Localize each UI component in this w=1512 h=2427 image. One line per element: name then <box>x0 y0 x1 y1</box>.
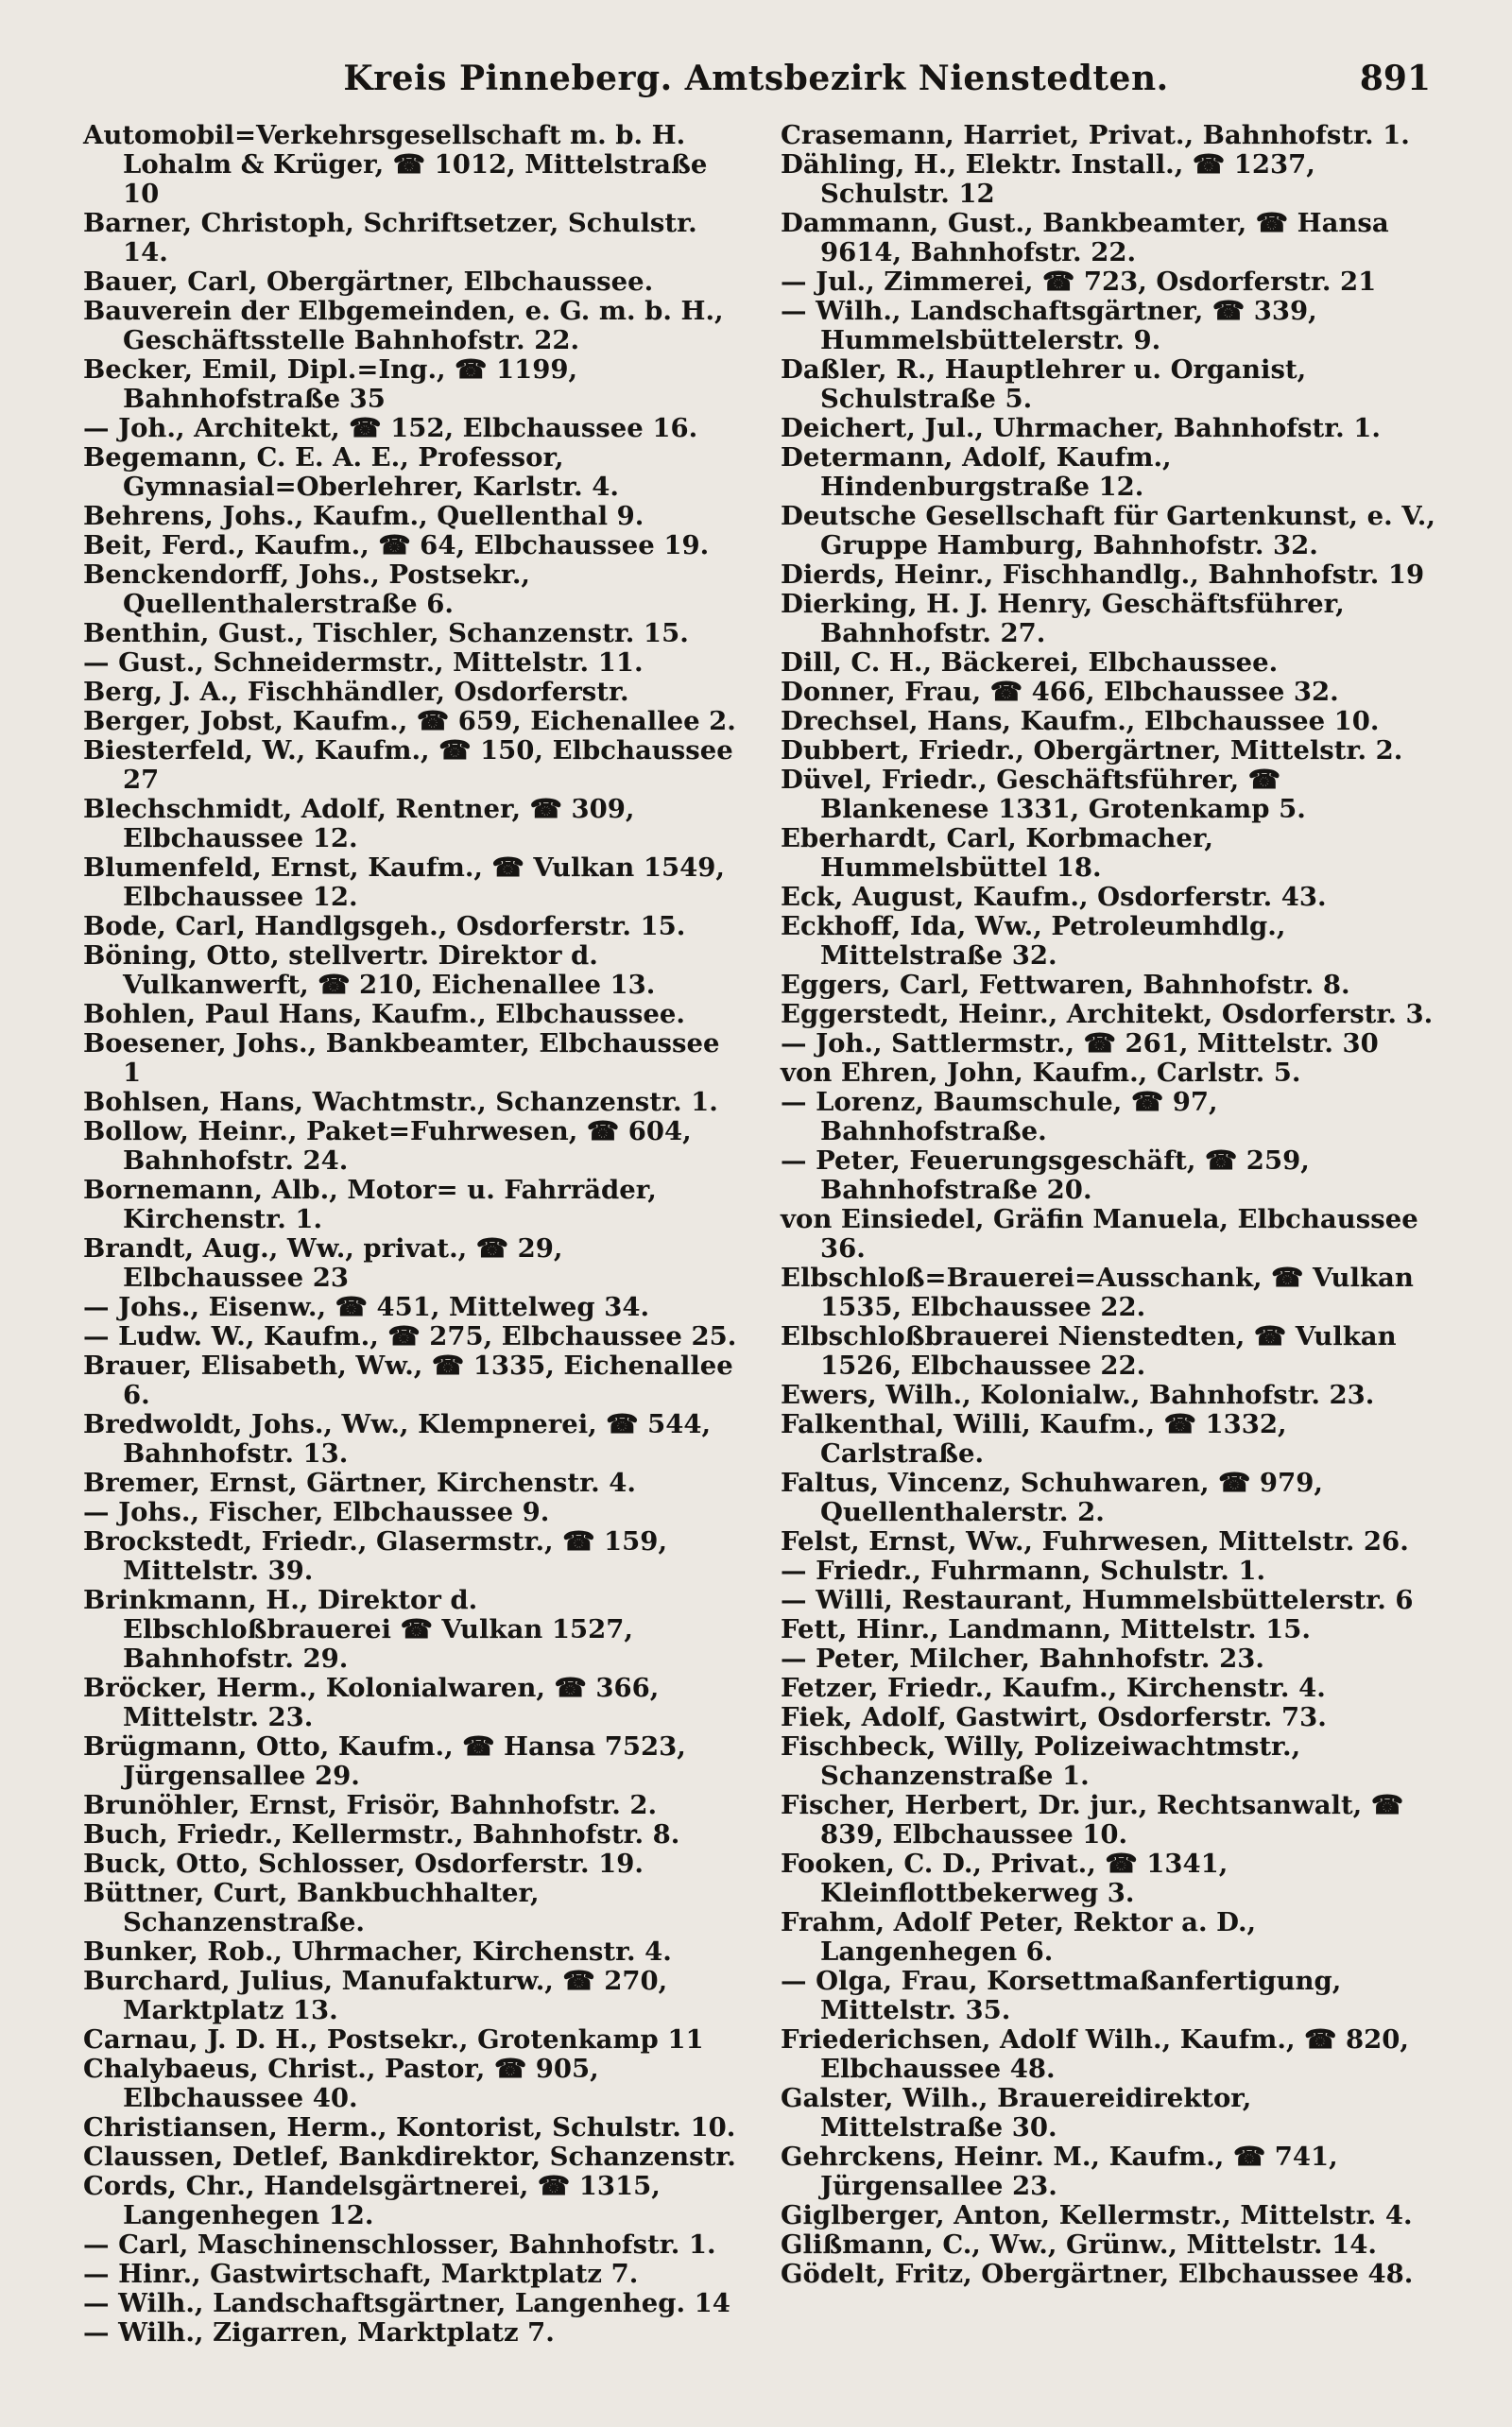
directory-entry: — Gust., Schneidermstr., Mittelstr. 11. <box>83 647 644 678</box>
directory-entry: — Wilh., Landschaftsgärtner, Langenheg. 14 <box>83 2288 730 2318</box>
left-column <box>83 121 745 2348</box>
directory-entry: Beit, Ferd., Kaufm., ☎ 64, Elbchaussee 19. <box>83 530 710 560</box>
directory-entry: — Ludw. W., Kaufm., ☎ 275, Elbchaussee 25. <box>83 1321 737 1351</box>
directory-entry: Blechschmidt, Adolf, Rentner, ☎ 309, Elbchaussee 12. <box>83 794 635 853</box>
directory-entry: Bredwoldt, Johs., Ww., Klempnerei, ☎ 544, Bahnhofstr. 13. <box>83 1409 712 1469</box>
directory-entry: Dähling, H., Elektr. Install., ☎ 1237, Schulstr. 12 <box>781 149 1315 209</box>
right-column <box>781 121 1442 2289</box>
directory-entry: Berger, Jobst, Kaufm., ☎ 659, Eichenallee 2. <box>83 706 736 736</box>
directory-entry: Elbschloßbrauerei Nienstedten, ☎ Vulkan 1526, Elbchaussee 22. <box>781 1321 1397 1381</box>
directory-entry: Drechsel, Hans, Kaufm., Elbchaussee 10. <box>781 706 1380 736</box>
directory-entry: Eggerstedt, Heinr., Architekt, Osdorferstr. 3. <box>781 999 1434 1029</box>
directory-entry: Boesener, Johs., Bankbeamter, Elbchaussee 1 <box>83 1028 720 1088</box>
directory-entry: — Peter, Milcher, Bahnhofstr. 23. <box>781 1644 1264 1674</box>
directory-entry: Bunker, Rob., Uhrmacher, Kirchenstr. 4. <box>83 1936 672 1967</box>
directory-entry: Bode, Carl, Handlgsgeh., Osdorferstr. 15. <box>83 911 686 941</box>
directory-entry: Dierds, Heinr., Fischhandlg., Bahnhofstr. 19 <box>781 559 1425 590</box>
directory-entry: Fooken, C. D., Privat., ☎ 1341, Kleinflottbekerweg 3. <box>781 1849 1228 1908</box>
directory-entry: Eberhardt, Carl, Korbmacher, Hummelsbüttel 18. <box>781 823 1213 883</box>
directory-entry: Begemann, C. E. A. E., Professor, Gymnasial=Oberlehrer, Karlstr. 4. <box>83 442 619 502</box>
directory-entry: Gödelt, Fritz, Obergärtner, Elbchaussee 48. <box>781 2259 1414 2289</box>
page-title: Kreis Pinneberg. Amtsbezirk Nienstedten. <box>343 59 1169 98</box>
directory-entry: — Hinr., Gastwirtschaft, Marktplatz 7. <box>83 2259 639 2289</box>
directory-entry: Bornemann, Alb., Motor= u. Fahrräder, Kirchenstr. 1. <box>83 1175 657 1234</box>
directory-entry: Benthin, Gust., Tischler, Schanzenstr. 15. <box>83 618 689 648</box>
directory-entry: — Joh., Architekt, ☎ 152, Elbchaussee 16. <box>83 413 698 443</box>
directory-entry: Böning, Otto, stellvertr. Direktor d. Vulkanwerft, ☎ 210, Eichenallee 13. <box>83 940 656 1000</box>
directory-entry: Automobil=Verkehrsgesellschaft m. b. H. Lohalm & Krüger, ☎ 1012, Mittelstraße 10 <box>83 120 708 209</box>
directory-entry: — Peter, Feuerungsgeschäft, ☎ 259, Bahnhofstraße 20. <box>781 1145 1310 1205</box>
directory-entry: Cords, Chr., Handelsgärtnerei, ☎ 1315, Langenhegen 12. <box>83 2171 661 2230</box>
directory-entry: Faltus, Vincenz, Schuhwaren, ☎ 979, Quellenthalerstr. 2. <box>781 1468 1323 1527</box>
directory-entry: Berg, J. A., Fischhändler, Osdorferstr. <box>83 677 629 707</box>
directory-entry: — Joh., Sattlermstr., ☎ 261, Mittelstr. 30 <box>781 1028 1379 1059</box>
directory-entry: Buch, Friedr., Kellermstr., Bahnhofstr. 8. <box>83 1819 680 1850</box>
directory-entry: Blumenfeld, Ernst, Kaufm., ☎ Vulkan 1549, Elbchaussee 12. <box>83 852 725 912</box>
directory-entry: Benckendorff, Johs., Postsekr., Quellenthalerstraße 6. <box>83 559 530 619</box>
directory-entry: Deutsche Gesellschaft für Gartenkunst, e. V., Gruppe Hamburg, Bahnhofstr. 32. <box>781 501 1435 560</box>
directory-entry: Becker, Emil, Dipl.=Ing., ☎ 1199, Bahnhofstraße 35 <box>83 354 578 414</box>
directory-entry: Burchard, Julius, Manufakturw., ☎ 270, Marktplatz 13. <box>83 1966 668 2025</box>
directory-entry: Crasemann, Harriet, Privat., Bahnhofstr. 1. <box>781 120 1410 150</box>
directory-entry: — Willi, Restaurant, Hummelsbüttelerstr. 6 <box>781 1585 1414 1615</box>
directory-entry: Eggers, Carl, Fettwaren, Bahnhofstr. 8. <box>781 970 1350 1000</box>
directory-entry: Dierking, H. J. Henry, Geschäftsführer, Bahnhofstr. 27. <box>781 589 1345 648</box>
directory-entry: — Johs., Fischer, Elbchaussee 9. <box>83 1497 550 1527</box>
directory-entry: — Lorenz, Baumschule, ☎ 97, Bahnhofstraße. <box>781 1087 1218 1146</box>
directory-entry: Fischbeck, Willy, Polizeiwachtmstr., Schanzenstraße 1. <box>781 1731 1301 1791</box>
directory-entry: — Jul., Zimmerei, ☎ 723, Osdorferstr. 21 <box>781 267 1377 297</box>
directory-entry: Gehrckens, Heinr. M., Kaufm., ☎ 741, Jürgensallee 23. <box>781 2142 1338 2201</box>
directory-entry: Bohlen, Paul Hans, Kaufm., Elbchaussee. <box>83 999 685 1029</box>
directory-entry: Chalybaeus, Christ., Pastor, ☎ 905, Elbchaussee 40. <box>83 2054 599 2113</box>
directory-entry: Elbschloß=Brauerei=Ausschank, ☎ Vulkan 1535, Elbchaussee 22. <box>781 1263 1414 1322</box>
directory-entry: Dill, C. H., Bäckerei, Elbchaussee. <box>781 647 1279 678</box>
directory-entry: Biesterfeld, W., Kaufm., ☎ 150, Elbchaussee 27 <box>83 735 733 795</box>
directory-entry: Brauer, Elisabeth, Ww., ☎ 1335, Eichenallee 6. <box>83 1351 733 1410</box>
directory-entry: — Johs., Eisenw., ☎ 451, Mittelweg 34. <box>83 1292 650 1322</box>
directory-entry: von Ehren, John, Kaufm., Carlstr. 5. <box>781 1058 1301 1088</box>
page-header <box>81 59 1431 115</box>
directory-entry: Christiansen, Herm., Kontorist, Schulstr. 10. <box>83 2112 736 2143</box>
directory-entry: — Olga, Frau, Korsettmaßanfertigung, Mittelstr. 35. <box>781 1966 1342 2025</box>
directory-entry: Fett, Hinr., Landmann, Mittelstr. 15. <box>781 1614 1311 1644</box>
directory-entry: Brunöhler, Ernst, Frisör, Bahnhofstr. 2. <box>83 1790 658 1820</box>
directory-entry: Falkenthal, Willi, Kaufm., ☎ 1332, Carlstraße. <box>781 1409 1287 1469</box>
directory-entry: Ewers, Wilh., Kolonialw., Bahnhofstr. 23. <box>781 1380 1375 1410</box>
directory-entry: — Wilh., Zigarren, Marktplatz 7. <box>83 2317 555 2348</box>
directory-entry: Friederichsen, Adolf Wilh., Kaufm., ☎ 820, Elbchaussee 48. <box>781 2024 1409 2084</box>
directory-entry: Eck, August, Kaufm., Osdorferstr. 43. <box>781 882 1327 912</box>
page-number: 891 <box>1359 59 1431 98</box>
directory-entry: Giglberger, Anton, Kellermstr., Mittelstr. 4. <box>781 2200 1413 2230</box>
directory-entry: Buck, Otto, Schlosser, Osdorferstr. 19. <box>83 1849 644 1879</box>
directory-entry: Deichert, Jul., Uhrmacher, Bahnhofstr. 1. <box>781 413 1382 443</box>
directory-entry: von Einsiedel, Gräfin Manuela, Elbchaussee 36. <box>781 1204 1418 1264</box>
directory-entry: Felst, Ernst, Ww., Fuhrwesen, Mittelstr. 26. <box>781 1526 1409 1557</box>
directory-entry: Brinkmann, H., Direktor d. Elbschloßbrauerei ☎ Vulkan 1527, Bahnhofstr. 29. <box>83 1585 633 1674</box>
directory-entry: Büttner, Curt, Bankbuchhalter, Schanzenstraße. <box>83 1878 540 1937</box>
directory-entry: Fetzer, Friedr., Kaufm., Kirchenstr. 4. <box>781 1673 1326 1703</box>
directory-entry: Barner, Christoph, Schriftsetzer, Schulstr. 14. <box>83 208 697 267</box>
directory-entry: Bröcker, Herm., Kolonialwaren, ☎ 366, Mittelstr. 23. <box>83 1673 660 1732</box>
directory-entry: — Friedr., Fuhrmann, Schulstr. 1. <box>781 1556 1266 1586</box>
directory-entry: Bauer, Carl, Obergärtner, Elbchaussee. <box>83 267 654 297</box>
directory-entry: — Wilh., Landschaftsgärtner, ☎ 339, Hummelsbüttelerstr. 9. <box>781 296 1317 355</box>
directory-entry: Brockstedt, Friedr., Glasermstr., ☎ 159, Mittelstr. 39. <box>83 1526 668 1586</box>
directory-entry: Frahm, Adolf Peter, Rektor a. D., Langenhegen 6. <box>781 1907 1257 1967</box>
directory-entry: Glißmann, C., Ww., Grünw., Mittelstr. 14. <box>781 2229 1377 2260</box>
directory-entry: Carnau, J. D. H., Postsekr., Grotenkamp 11 <box>83 2024 704 2055</box>
directory-entry: Bohlsen, Hans, Wachtmstr., Schanzenstr. 1. <box>83 1087 718 1117</box>
directory-entry: Donner, Frau, ☎ 466, Elbchaussee 32. <box>781 677 1339 707</box>
directory-entry: Dammann, Gust., Bankbeamter, ☎ Hansa 9614, Bahnhofstr. 22. <box>781 208 1389 267</box>
directory-entry: Claussen, Detlef, Bankdirektor, Schanzenstr. <box>83 2142 736 2172</box>
directory-entry: Determann, Adolf, Kaufm., Hindenburgstraße 12. <box>781 442 1172 502</box>
directory-entry: Fischer, Herbert, Dr. jur., Rechtsanwalt, ☎ 839, Elbchaussee 10. <box>781 1790 1404 1850</box>
directory-entry: Eckhoff, Ida, Ww., Petroleumhdlg., Mittelstraße 32. <box>781 911 1286 971</box>
directory-entry: Fiek, Adolf, Gastwirt, Osdorferstr. 73. <box>781 1702 1327 1732</box>
directory-entry: Behrens, Johs., Kaufm., Quellenthal 9. <box>83 501 644 531</box>
directory-entry: Brandt, Aug., Ww., privat., ☎ 29, Elbchaussee 23 <box>83 1233 563 1293</box>
directory-entry: Dubbert, Friedr., Obergärtner, Mittelstr. 2. <box>781 735 1403 766</box>
directory-entry: Düvel, Friedr., Geschäftsführer, ☎ Blankenese 1331, Grotenkamp 5. <box>781 765 1306 824</box>
directory-entry: Bollow, Heinr., Paket=Fuhrwesen, ☎ 604, Bahnhofstr. 24. <box>83 1116 692 1176</box>
directory-entry: Bremer, Ernst, Gärtner, Kirchenstr. 4. <box>83 1468 636 1498</box>
directory-entry: Bauverein der Elbgemeinden, e. G. m. b. H., Geschäftsstelle Bahnhofstr. 22. <box>83 296 724 355</box>
directory-entry: Daßler, R., Hauptlehrer u. Organist, Schulstraße 5. <box>781 354 1307 414</box>
directory-entry: — Carl, Maschinenschlosser, Bahnhofstr. 1. <box>83 2229 716 2260</box>
directory-entry: Galster, Wilh., Brauereidirektor, Mittelstraße 30. <box>781 2083 1252 2143</box>
directory-entry: Brügmann, Otto, Kaufm., ☎ Hansa 7523, Jürgensallee 29. <box>83 1731 686 1791</box>
